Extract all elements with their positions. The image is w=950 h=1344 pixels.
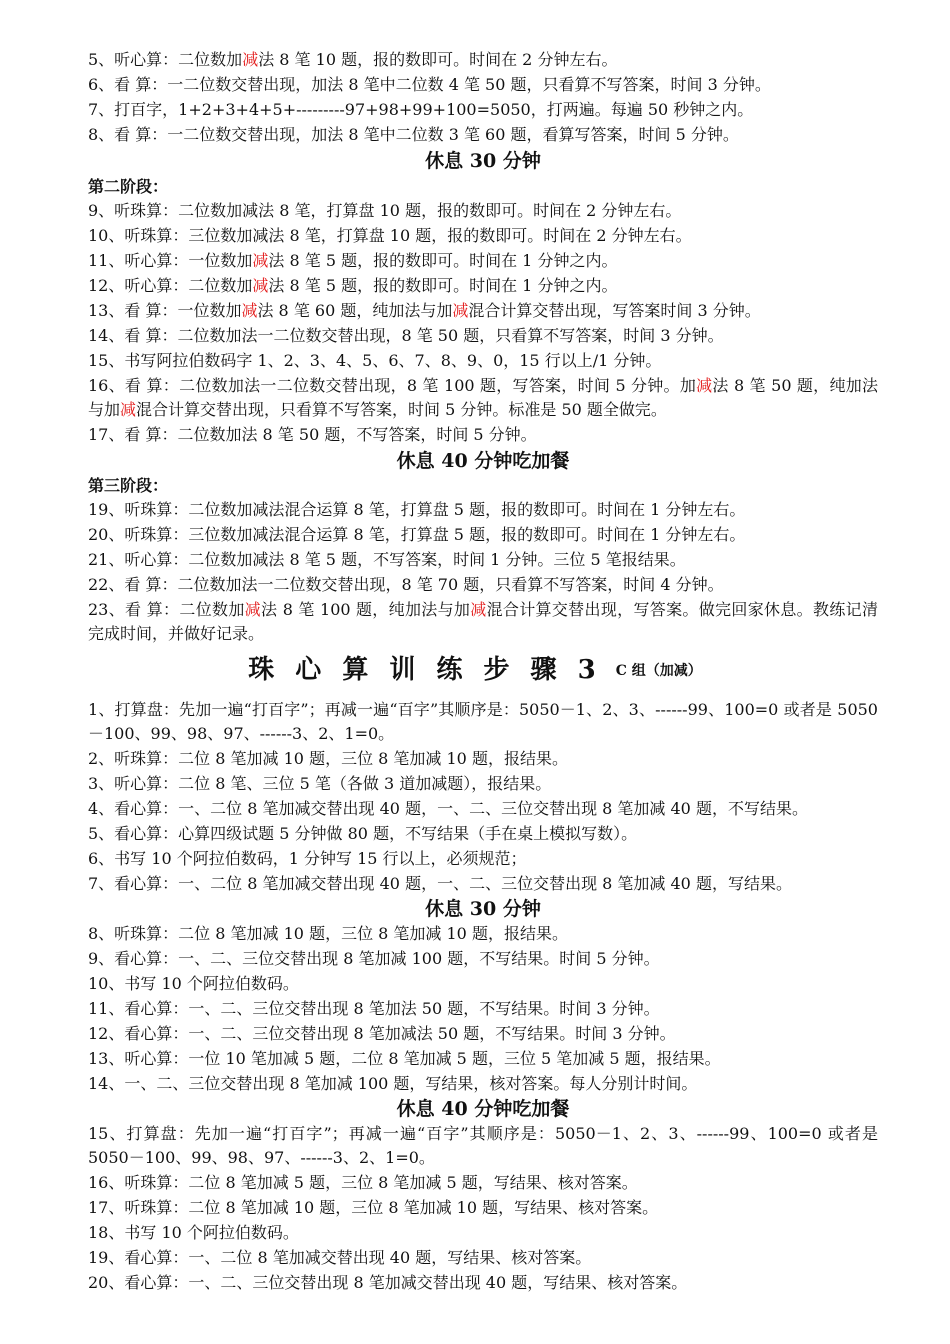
item-11: 11、听心算：一位数加减法 8 笔 5 题，报的数即可。时间在 1 分钟之内。 — [88, 251, 618, 270]
stage-3-heading: 第三阶段： — [88, 476, 169, 495]
item-10: 10、听珠算：三位数加减法 8 笔，打算盘 10 题，报的数即可。时间在 2 分钟左右。 — [88, 226, 692, 245]
c-item-3: 3、听心算：二位 8 笔、三位 5 笔（各做 3 道加减题），报结果。 — [88, 774, 552, 793]
rest-heading-4: 休息 40 分钟吃加餐 — [396, 1098, 570, 1120]
rest-heading-1: 休息 30 分钟 — [425, 150, 541, 172]
c-item-8: 8、听珠算：二位 8 笔加减 10 题，三位 8 笔加减 10 题，报结果。 — [88, 924, 568, 943]
section-title-text: 珠 心 算 训 练 步 骤 3 — [248, 655, 602, 685]
c-item-19: 19、看心算：一、二位 8 笔加减交替出现 40 题，写结果、核对答案。 — [88, 1248, 592, 1267]
c-item-7: 7、看心算：一、二位 8 笔加减交替出现 40 题，一、二、三位交替出现 8 笔加减 40 题，写结果。 — [88, 874, 792, 893]
c-item-10: 10、书写 10 个阿拉伯数码。 — [88, 974, 299, 993]
highlight-jian: 减 — [120, 400, 137, 419]
item-13: 13、看 算：一位数加减法 8 笔 60 题，纯加法与加减混合计算交替出现，写答案时间 3 分钟。 — [88, 301, 761, 320]
item-15: 15、书写阿拉伯数码字 1、2、3、4、5、6、7、8、9、0，15 行以上/1 分钟。 — [88, 351, 662, 370]
section-title — [0, 652, 950, 691]
c-item-6: 6、书写 10 个阿拉伯数码，1 分钟写 15 行以上，必须规范； — [88, 849, 527, 868]
highlight-jian: 减 — [696, 376, 713, 395]
item-23: 23、看 算：二位数加减法 8 笔 100 题，纯加法与加减混合计算交替出现，写答案。做完回家休息。教练记清完成时间，并做好记录。 — [88, 600, 878, 643]
c-item-12: 12、看心算：一、二、三位交替出现 8 笔加减法 50 题，不写结果。时间 3 分钟。 — [88, 1024, 676, 1043]
item-6: 6、看 算：一二位数交替出现，加法 8 笔中二位数 4 笔 50 题，只看算不写答案，时间 3 分钟。 — [88, 75, 771, 94]
c-item-1: 1、打算盘：先加一遍“打百字”；再减一遍“百字”其顺序是：5050－1、2、3、------99、100=0 或者是 5050－100、99、98、97、------3、2、1=0。 — [88, 700, 878, 743]
item-17: 17、看 算：二位数加法 8 笔 50 题，不写答案，时间 5 分钟。 — [88, 425, 537, 444]
section-subtitle: C 组（加减） — [615, 663, 702, 679]
c-item-4: 4、看心算：一、二位 8 笔加减交替出现 40 题，一、二、三位交替出现 8 笔加减 40 题，不写结果。 — [88, 799, 808, 818]
c-item-16: 16、听珠算：二位 8 笔加减 5 题，三位 8 笔加减 5 题，写结果、核对答案。 — [88, 1173, 638, 1192]
c-item-14: 14、一、二、三位交替出现 8 笔加减 100 题，写结果，核对答案。每人分别计时间。 — [88, 1074, 698, 1093]
highlight-jian: 减 — [252, 276, 269, 295]
rest-heading-2: 休息 40 分钟吃加餐 — [396, 450, 570, 472]
item-21: 21、听心算：二位数加减法 8 笔 5 题，不写答案，时间 1 分钟。三位 5 笔报结果。 — [88, 550, 686, 569]
item-20: 20、听珠算：三位数加减法混合运算 8 笔，打算盘 5 题，报的数即可。时间在 1 分钟左右。 — [88, 525, 746, 544]
c-item-20: 20、看心算：一、二、三位交替出现 8 笔加减交替出现 40 题，写结果、核对答案。 — [88, 1273, 688, 1292]
item-8: 8、看 算：一二位数交替出现，加法 8 笔中二位数 3 笔 60 题，看算写答案，时间 5 分钟。 — [88, 125, 739, 144]
c-item-17: 17、听珠算：二位 8 笔加减 10 题，三位 8 笔加减 10 题，写结果、核对答案。 — [88, 1198, 659, 1217]
item-9: 9、听珠算：二位数加减法 8 笔，打算盘 10 题，报的数即可。时间在 2 分钟左右。 — [88, 201, 682, 220]
c-item-13: 13、听心算：一位 10 笔加减 5 题，二位 8 笔加减 5 题，三位 5 笔加减 5 题，报结果。 — [88, 1049, 721, 1068]
item-22: 22、看 算：二位数加法一二位数交替出现，8 笔 70 题，只看算不写答案，时间 4 分钟。 — [88, 575, 724, 594]
c-item-15: 15、打算盘：先加一遍“打百字”；再减一遍“百字”其顺序是：5050－1、2、3、------99、100=0 或者是 5050－100、99、98、97、------3、2、1=0。 — [88, 1124, 878, 1167]
highlight-jian: 减 — [470, 600, 487, 619]
item-5: 5、听心算：二位数加减法 8 笔 10 题，报的数即可。时间在 2 分钟左右。 — [88, 50, 618, 69]
highlight-jian: 减 — [244, 600, 261, 619]
c-item-11: 11、看心算：一、二、三位交替出现 8 笔加法 50 题，不写结果。时间 3 分钟。 — [88, 999, 660, 1018]
item-16: 16、看 算：二位数加法一二位数交替出现，8 笔 100 题，写答案，时间 5 分钟。加减法 8 笔 50 题，纯加法与加减混合计算交替出现，只看算不写答案，时间 5 分钟。标准是 50 题全做完。 — [88, 376, 878, 419]
highlight-jian: 减 — [242, 50, 259, 69]
item-7: 7、打百字，1+2+3+4+5+---------97+98+99+100=5050，打两遍。每遍 50 秒钟之内。 — [88, 100, 754, 119]
rest-heading-3: 休息 30 分钟 — [425, 898, 541, 920]
c-item-5: 5、看心算：心算四级试题 5 分钟做 80 题，不写结果（手在桌上模拟写数）。 — [88, 824, 638, 843]
highlight-jian: 减 — [241, 301, 258, 320]
highlight-jian: 减 — [252, 251, 269, 270]
item-19: 19、听珠算：二位数加减法混合运算 8 笔，打算盘 5 题，报的数即可。时间在 1 分钟左右。 — [88, 500, 746, 519]
c-item-18: 18、书写 10 个阿拉伯数码。 — [88, 1223, 299, 1242]
item-12: 12、听心算：二位数加减法 8 笔 5 题，报的数即可。时间在 1 分钟之内。 — [88, 276, 618, 295]
highlight-jian: 减 — [452, 301, 469, 320]
item-14: 14、看 算：二位数加法一二位数交替出现，8 笔 50 题，只看算不写答案，时间 3 分钟。 — [88, 326, 724, 345]
c-item-9: 9、看心算：一、二、三位交替出现 8 笔加减 100 题，不写结果。时间 5 分钟。 — [88, 949, 660, 968]
stage-2-heading: 第二阶段： — [88, 177, 169, 196]
c-item-2: 2、听珠算：二位 8 笔加减 10 题，三位 8 笔加减 10 题，报结果。 — [88, 749, 568, 768]
